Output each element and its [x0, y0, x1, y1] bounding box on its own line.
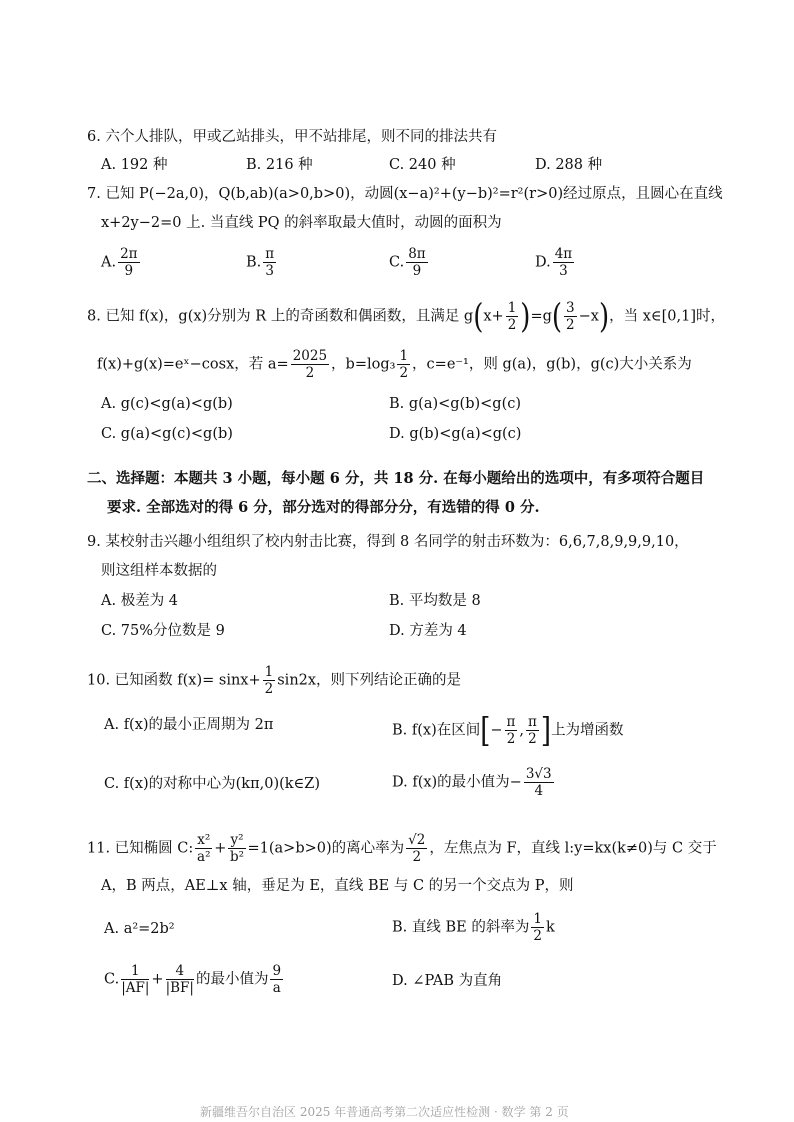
- fraction: [564, 300, 577, 333]
- q10-option-c: C. f(x)的对称中心为(kπ,0)(k∈Z): [104, 776, 321, 792]
- q6-stem: 6. 六个人排队，甲或乙站排头，甲不站排尾，则不同的排法共有: [87, 129, 497, 145]
- fraction: [553, 246, 574, 279]
- q11-text: =1(a>b>0)的离心率为: [247, 840, 405, 857]
- fraction: [506, 300, 519, 333]
- numerator: 1: [533, 911, 542, 927]
- q10-text: 10. 已知函数 f(x)= sinx+: [87, 672, 261, 689]
- denominator: |AF|: [121, 980, 150, 996]
- numerator: 1: [399, 348, 409, 364]
- paren: (: [551, 297, 563, 336]
- numerator: y²: [230, 832, 244, 848]
- q8-option-b: B. g(a)<g(b)<g(c): [389, 396, 522, 412]
- numerator: x²: [197, 832, 211, 848]
- q8-line2: [97, 348, 692, 381]
- q7-option-b: [246, 246, 278, 279]
- fraction: [270, 963, 283, 996]
- q9-line1: 9. 某校射击兴趣小组组织了校内射击比赛，得到 8 名同学的射击环数为：6,6,7,8,9,9,9,10，: [87, 534, 689, 550]
- numerator: 3: [566, 300, 575, 316]
- q10-text: D. f(x)的最小值为−: [392, 774, 522, 791]
- q9-option-a: A. 极差为 4: [101, 593, 179, 609]
- q8-text: ，c=e⁻¹，则 g(a)，g(b)，g(c)大小关系为: [412, 356, 692, 373]
- q11-text: 11. 已知椭圆 C:: [87, 840, 194, 857]
- q7-option-d: [535, 246, 576, 279]
- fraction: [121, 963, 149, 996]
- numerator: 1: [121, 963, 149, 980]
- denominator: 2: [566, 317, 575, 333]
- fraction: [228, 832, 245, 865]
- q10-option-d: [392, 766, 556, 799]
- q11-text: C.: [104, 971, 120, 988]
- q11-option-d: D. ∠PAB 为直角: [392, 973, 503, 989]
- fraction: [406, 246, 427, 279]
- numerator: π: [528, 714, 537, 730]
- q9-option-c: C. 75%分位数是 9: [101, 623, 225, 639]
- q7-option-a: [101, 246, 142, 279]
- denominator: 4: [534, 783, 544, 799]
- numerator: 2π: [120, 246, 138, 262]
- fraction: [195, 832, 212, 865]
- denominator: b²: [229, 849, 244, 865]
- minus-sign: −: [490, 722, 503, 739]
- q9-line2: 则这组样本数据的: [101, 563, 217, 579]
- denominator: 3: [265, 263, 274, 279]
- q6-option-d: D. 288 种: [535, 157, 603, 173]
- option-label: D.: [535, 254, 551, 271]
- fraction: [263, 664, 276, 697]
- q8-option-c: C. g(a)<g(c)<g(b): [101, 426, 233, 442]
- numerator: 2025: [292, 348, 328, 364]
- option-label: A.: [101, 254, 117, 271]
- q10-option-b: [392, 711, 624, 750]
- fraction: [524, 766, 554, 799]
- option-label: C.: [389, 254, 405, 271]
- q8-text: =g: [530, 308, 552, 325]
- q10-text: B. f(x)在区间: [392, 722, 481, 739]
- q8-text: 8. 已知 f(x)，g(x)分别为 R 上的奇函数和偶函数，且满足 g: [87, 308, 474, 325]
- numerator: 4π: [554, 246, 573, 262]
- q11-text: ，左焦点为 F，直线 l:y=kx(k≠0)与 C 交于: [429, 840, 717, 857]
- q8-text: ，当 x∈[0,1]时，: [609, 308, 726, 325]
- denominator: 3: [559, 263, 568, 279]
- q10-text: 上为增函数: [551, 722, 624, 739]
- fraction: [166, 963, 194, 996]
- fraction: [505, 714, 518, 747]
- q6-option-a: A. 192 种: [101, 157, 168, 173]
- denominator: 9: [124, 263, 134, 279]
- denominator: 2: [528, 731, 537, 747]
- q7-option-c: [389, 246, 430, 279]
- q11-text: k: [545, 919, 555, 936]
- numerator: π: [506, 714, 516, 730]
- denominator: 2: [506, 731, 516, 747]
- plus-sign: +: [151, 971, 164, 988]
- q7-line1: 7. 已知 P(−2a,0)，Q(b,ab)(a>0,b>0)，动圆(x−a)²+(y−b)²=r²(r>0)经过原点，且圆心在直线: [87, 186, 723, 202]
- denominator: 2: [264, 681, 274, 697]
- fraction: [526, 714, 539, 747]
- fraction: [291, 348, 329, 381]
- q8-text: x+: [483, 308, 504, 325]
- fraction: [531, 911, 544, 944]
- fraction: [263, 246, 276, 279]
- q11-text: 的最小值为: [195, 971, 269, 988]
- denominator: 2: [412, 849, 422, 865]
- numerator: 4: [166, 963, 194, 980]
- q8-line1: [87, 297, 726, 336]
- numerator: π: [265, 246, 275, 262]
- numerator: √2: [408, 832, 426, 848]
- paren: ): [520, 297, 531, 336]
- denominator: 2: [305, 365, 315, 381]
- q6-option-b: B. 216 种: [246, 157, 313, 173]
- q8-text: −x: [578, 308, 599, 325]
- comma: ,: [519, 722, 525, 739]
- q10-stem: [87, 664, 461, 697]
- numerator: 1: [507, 300, 517, 316]
- fraction: [397, 348, 410, 381]
- q8-option-d: D. g(b)<g(a)<g(c): [389, 426, 522, 442]
- plus-sign: +: [214, 840, 227, 857]
- denominator: 2: [533, 928, 542, 944]
- q7-line2: x+2y−2=0 上. 当直线 PQ 的斜率取最大值时，动圆的面积为: [101, 215, 502, 231]
- denominator: 2: [399, 365, 409, 381]
- q11-text: B. 直线 BE 的斜率为: [392, 919, 530, 936]
- q11-option-b: [392, 911, 555, 944]
- q11-option-a: A. a²=2b²: [104, 921, 175, 937]
- denominator: |BF|: [165, 980, 194, 996]
- denominator: a²: [197, 849, 211, 865]
- numerator: 8π: [408, 246, 426, 262]
- q11-line1: [87, 832, 717, 865]
- page-footer: 新疆维吾尔自治区 2025 年普通高考第二次适应性检测 · 数学 第 2 页: [200, 1105, 569, 1119]
- bracket: ]: [540, 711, 552, 750]
- q8-text: f(x)+g(x)=eˣ−cosx，若 a=: [97, 356, 289, 373]
- q11-option-c: [104, 963, 285, 996]
- fraction: [406, 832, 427, 865]
- q9-option-b: B. 平均数是 8: [389, 593, 481, 609]
- paren: (: [473, 297, 484, 336]
- q8-text: ，b=log₃: [331, 356, 396, 373]
- denominator: a: [272, 980, 281, 996]
- fraction: [118, 246, 139, 279]
- numerator: 3√3: [525, 766, 552, 782]
- option-label: B.: [246, 254, 262, 271]
- denominator: 2: [507, 317, 517, 333]
- q6-option-c: C. 240 种: [389, 157, 456, 173]
- section2-heading-cont: 要求. 全部选对的得 6 分，部分选对的得部分分，有选错的得 0 分.: [107, 499, 540, 516]
- q11-line2: A，B 两点，AE⊥x 轴，垂足为 E，直线 BE 与 C 的另一个交点为 P，则: [101, 878, 574, 894]
- q9-option-d: D. 方差为 4: [389, 623, 467, 639]
- numerator: 1: [264, 664, 274, 680]
- denominator: 9: [412, 263, 422, 279]
- numerator: 9: [272, 963, 282, 979]
- paren: ): [598, 297, 610, 336]
- q10-text: sin2x，则下列结论正确的是: [277, 672, 462, 689]
- q8-option-a: A. g(c)<g(a)<g(b): [101, 396, 233, 412]
- q10-option-a: A. f(x)的最小正周期为 2π: [104, 717, 274, 733]
- section2-heading: 二、选择题：本题共 3 小题，每小题 6 分，共 18 分. 在每小题给出的选项中，有多项符合题目: [87, 470, 705, 487]
- bracket: [: [480, 711, 491, 750]
